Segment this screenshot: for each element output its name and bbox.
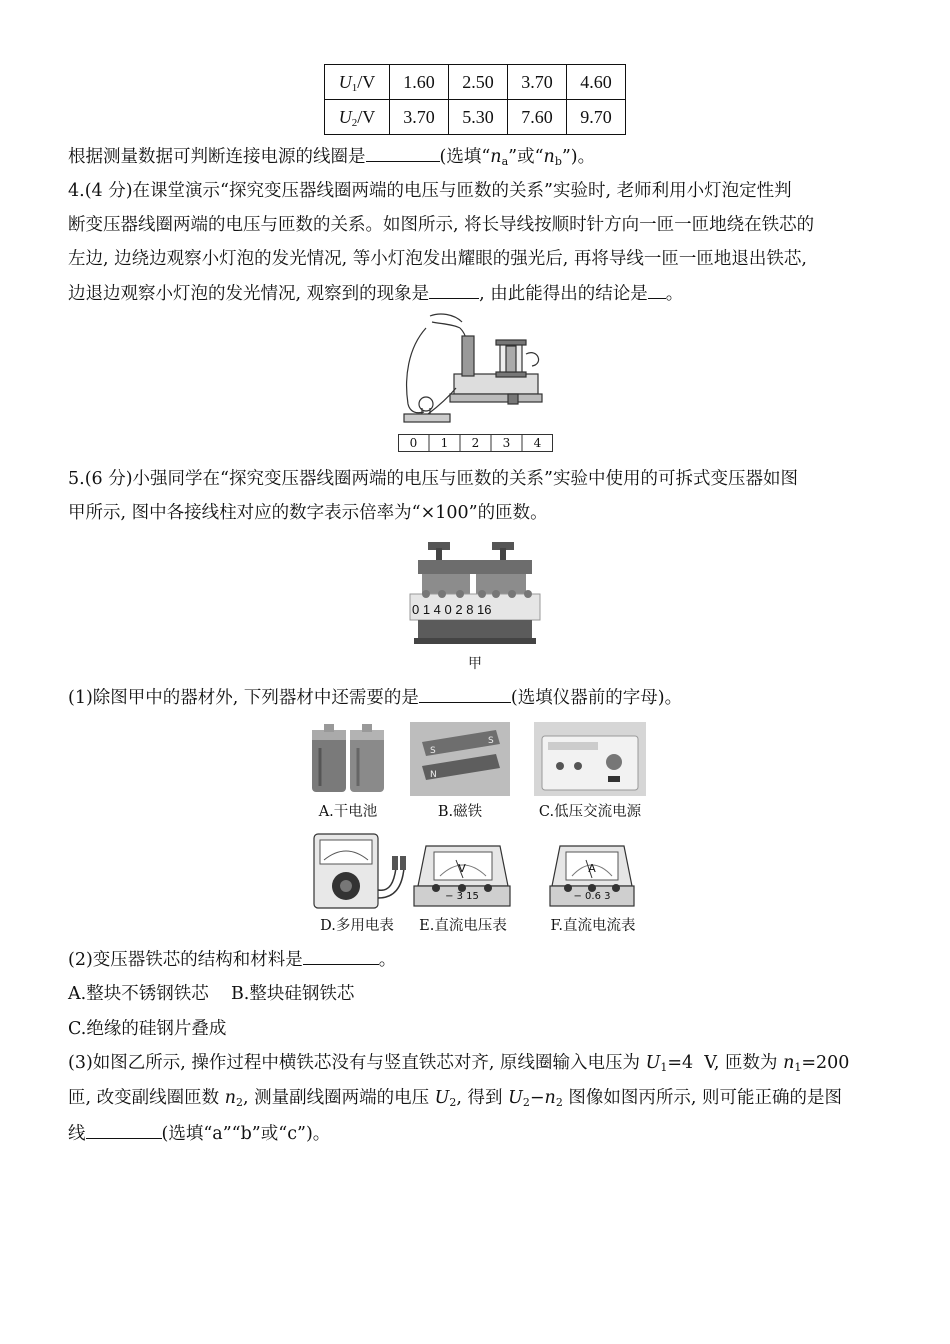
terminal-labels: 0 1 4 0 2 8 16 bbox=[412, 602, 492, 617]
ammeter-symbol: A bbox=[588, 862, 596, 875]
lamp-transformer-figure bbox=[396, 308, 556, 454]
voltmeter-symbol: V bbox=[458, 862, 466, 875]
table-cell: 3.70 bbox=[508, 65, 567, 100]
option-c-label: C.低压交流电源 bbox=[538, 804, 642, 820]
q5-part3-line3: 线 (选填“a”“b”或“c”)。 bbox=[68, 1124, 331, 1144]
table-cell: 3.70 bbox=[390, 100, 449, 135]
dry-battery-photo bbox=[306, 722, 396, 796]
scale-tick: 0 bbox=[409, 436, 418, 450]
scale-tick: 3 bbox=[502, 436, 511, 450]
option-a-label: A.干电池 bbox=[318, 804, 378, 820]
ac-power-supply-photo bbox=[534, 722, 646, 796]
q4-text-line: 断变压器线圈两端的电压与匝数的关系。如图所示, 将长导线按顺时针方向一匝一匝地绕在铁芯的 bbox=[68, 215, 815, 235]
table-cell: 2.50 bbox=[449, 65, 508, 100]
voltage-table bbox=[324, 64, 626, 135]
answer-blank[interactable] bbox=[366, 145, 440, 162]
q5-part3-line1: (3)如图乙所示, 操作过程中横铁芯没有与竖直铁芯对齐, 原线圈输入电压为 $U_1=4$ V, 匝数为 $n_1=200$ bbox=[68, 1053, 850, 1074]
q5-part2-option-c: C.绝缘的硅钢片叠成 bbox=[68, 1019, 227, 1039]
table-cell: 1.60 bbox=[390, 65, 449, 100]
table-row bbox=[325, 65, 626, 100]
svg-text:S: S bbox=[430, 746, 436, 756]
svg-text:S: S bbox=[488, 736, 494, 746]
row-header: $U_2/V$ bbox=[325, 100, 390, 135]
q5-text-line: 甲所示, 图中各接线柱对应的数字表示倍率为“×100”的匝数。 bbox=[68, 503, 548, 523]
q5-part2-options: A.整块不锈钢铁芯 B.整块硅钢铁芯 bbox=[68, 984, 355, 1004]
answer-blank[interactable] bbox=[86, 1122, 162, 1139]
q3-answer-line: 根据测量数据可判断连接电源的线圈是 (选填“$n_a$”或“$n_b$”)。 bbox=[68, 147, 596, 168]
table-cell: 5.30 bbox=[449, 100, 508, 135]
answer-blank[interactable] bbox=[429, 282, 479, 299]
answer-blank[interactable] bbox=[303, 948, 379, 965]
table-cell: 4.60 bbox=[567, 65, 626, 100]
q5-text-line: 5.(6 分)小强同学在“探究变压器线圈两端的电压与匝数的关系”实验中使用的可拆式变压器如图 bbox=[68, 469, 798, 489]
answer-blank[interactable] bbox=[648, 282, 666, 299]
table-cell: 7.60 bbox=[508, 100, 567, 135]
q4-text-line: 边退边观察小灯泡的发光情况, 观察到的现象是 , 由此能得出的结论是 。 bbox=[68, 284, 684, 304]
q4-text-line: 4.(4 分)在课堂演示“探究变压器线圈两端的电压与匝数的关系”实验时, 老师利用小灯泡定性判 bbox=[68, 181, 792, 201]
ammeter-scale: − 0.6 3 bbox=[573, 891, 611, 902]
q5-part3-line2: 匝, 改变副线圈匝数 $n_2$, 测量副线圈两端的电压 $U_2$, 得到 $U_2-n_2$ 图像如图丙所示, 则可能正确的是图 bbox=[68, 1088, 843, 1109]
figure-caption: 甲 bbox=[468, 656, 482, 672]
option-d-label: D.多用电表 bbox=[320, 918, 394, 934]
answer-blank[interactable] bbox=[419, 686, 511, 703]
magnet-photo bbox=[410, 722, 510, 796]
table-row bbox=[325, 100, 626, 135]
option-e-label: E.直流电压表 bbox=[419, 918, 507, 934]
multimeter-photo bbox=[310, 832, 408, 910]
option-b-label: B.磁铁 bbox=[437, 804, 483, 820]
table-cell: 9.70 bbox=[567, 100, 626, 135]
detachable-transformer-photo bbox=[408, 538, 542, 646]
svg-text:N: N bbox=[430, 770, 437, 780]
q5-part2: (2)变压器铁芯的结构和材料是 。 bbox=[68, 950, 397, 970]
voltmeter-scale: − 3 15 bbox=[445, 891, 479, 902]
scale-tick: 4 bbox=[533, 436, 542, 450]
row-header: $U_1/V$ bbox=[325, 65, 390, 100]
scale-tick: 2 bbox=[471, 436, 480, 450]
scale-tick: 1 bbox=[440, 436, 449, 450]
q5-part1: (1)除图甲中的器材外, 下列器材中还需要的是 (选填仪器前的字母)。 bbox=[68, 688, 683, 708]
option-f-label: F.直流电流表 bbox=[550, 918, 636, 934]
q4-text-line: 左边, 边绕边观察小灯泡的发光情况, 等小灯泡发出耀眼的强光后, 再将导线一匝一匝地退出铁芯, bbox=[68, 249, 807, 269]
